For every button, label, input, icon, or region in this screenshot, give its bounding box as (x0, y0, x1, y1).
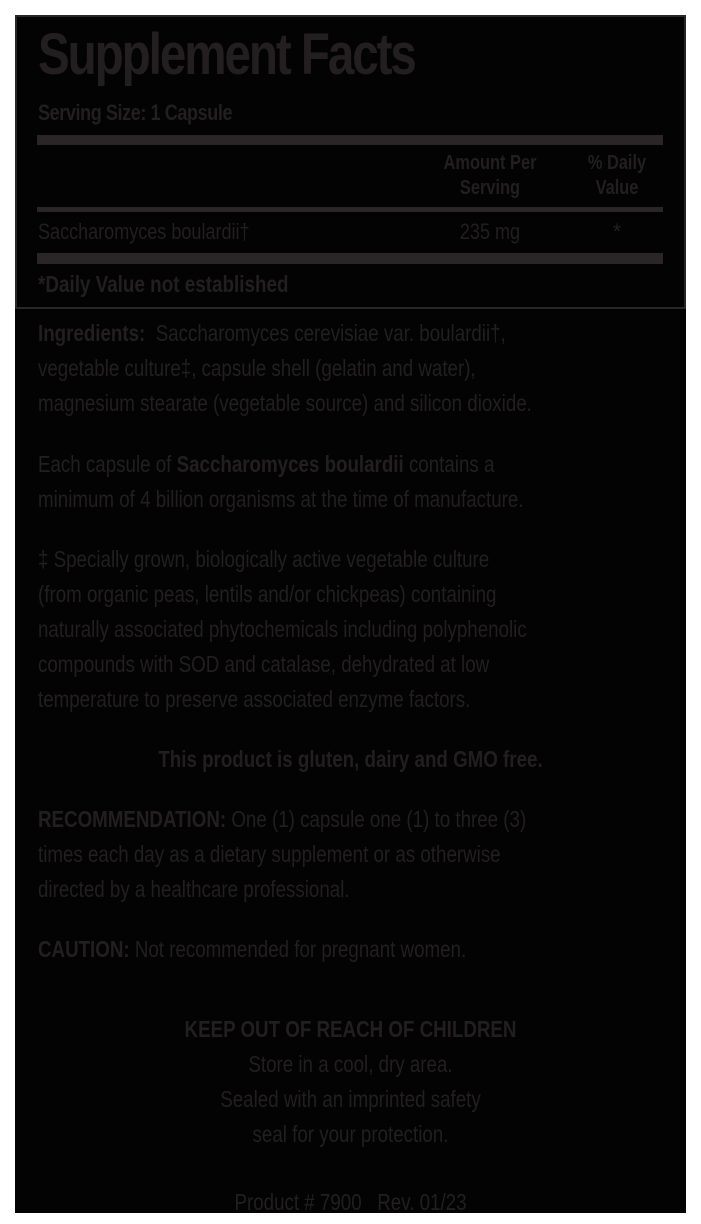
recommendation-line2: times each day as a dietary supplement or as otherwise (38, 841, 501, 867)
culture-line: (from organic peas, lentils and/or chickpeas) containing (38, 581, 497, 607)
product-footer-line (77, 1185, 624, 1220)
recommendation-label: RECOMMENDATION: (38, 806, 227, 832)
organisms-suffix: contains a (403, 451, 495, 477)
culture-paragraph (38, 542, 682, 717)
ingredients-line3: magnesium stearate (vegetable source) and silicon dioxide. (38, 390, 532, 416)
nutrient-amount: 235 mg (459, 219, 521, 244)
supplement-facts-box (15, 15, 686, 309)
thick-divider-bottom (37, 253, 663, 264)
recommendation-line1: One (1) capsule one (1) to three (3) (226, 806, 527, 832)
ingredients-line1: Saccharomyces cerevisiae var. boulardii†, (155, 320, 506, 346)
allergen-statement: This product is gluten, dairy and GMO free. (158, 746, 543, 772)
storage-line: seal for your protection. (252, 1121, 449, 1147)
amount-per-serving-header (424, 151, 555, 201)
dv-header-line2: Value (595, 177, 639, 199)
storage-line: Sealed with an imprinted safety (220, 1086, 481, 1112)
caution-label: CAUTION: (38, 936, 130, 962)
keep-out-of-reach-warning: KEEP OUT OF REACH OF CHILDREN (184, 1016, 517, 1042)
nutrient-name: Saccharomyces boulardii† (38, 219, 250, 244)
revision: Rev. 01/23 (377, 1189, 467, 1215)
thick-divider-top (37, 135, 663, 145)
caution-text: Not recommended for pregnant women. (129, 936, 467, 962)
culture-line: naturally associated phytochemicals including polyphenolic (38, 616, 527, 642)
serving-size: Serving Size: 1 Capsule (38, 100, 233, 125)
organisms-line2: minimum of 4 billion organisms at the time of manufacture. (38, 486, 524, 512)
facts-title: Supplement Facts (38, 22, 415, 87)
organisms-prefix: Each capsule of (38, 451, 177, 477)
recommendation-line3: directed by a healthcare professional. (38, 876, 350, 902)
caution-paragraph (38, 932, 682, 967)
thin-divider (37, 207, 663, 212)
product-number: Product # 7900 (234, 1189, 362, 1215)
organisms-paragraph (38, 447, 682, 517)
storage-line: Store in a cool, dry area. (248, 1051, 453, 1077)
amount-header-line1: Amount Per (443, 152, 537, 174)
ingredients-label: Ingredients: (38, 320, 146, 346)
culture-line: temperature to preserve associated enzyme factors. (38, 686, 471, 712)
ingredients-paragraph (38, 316, 682, 421)
culture-line: compounds with SOD and catalase, dehydrated at low (38, 651, 490, 677)
product-footer (15, 1185, 686, 1220)
allergen-statement-block (15, 742, 686, 777)
organism-name: Saccharomyces boulardii (176, 451, 404, 477)
daily-value-footnote: *Daily Value not established (38, 271, 289, 297)
amount-header-line2: Serving (459, 177, 521, 199)
culture-line: ‡ Specially grown, biologically active vegetable culture (38, 546, 490, 572)
nutrient-daily-value: * (612, 219, 622, 244)
dv-header-line1: % Daily (587, 152, 647, 174)
recommendation-paragraph (38, 802, 682, 907)
storage-block (15, 1012, 686, 1152)
daily-value-header (572, 151, 662, 201)
ingredients-line2: vegetable culture‡, capsule shell (gelatin and water), (38, 355, 476, 381)
